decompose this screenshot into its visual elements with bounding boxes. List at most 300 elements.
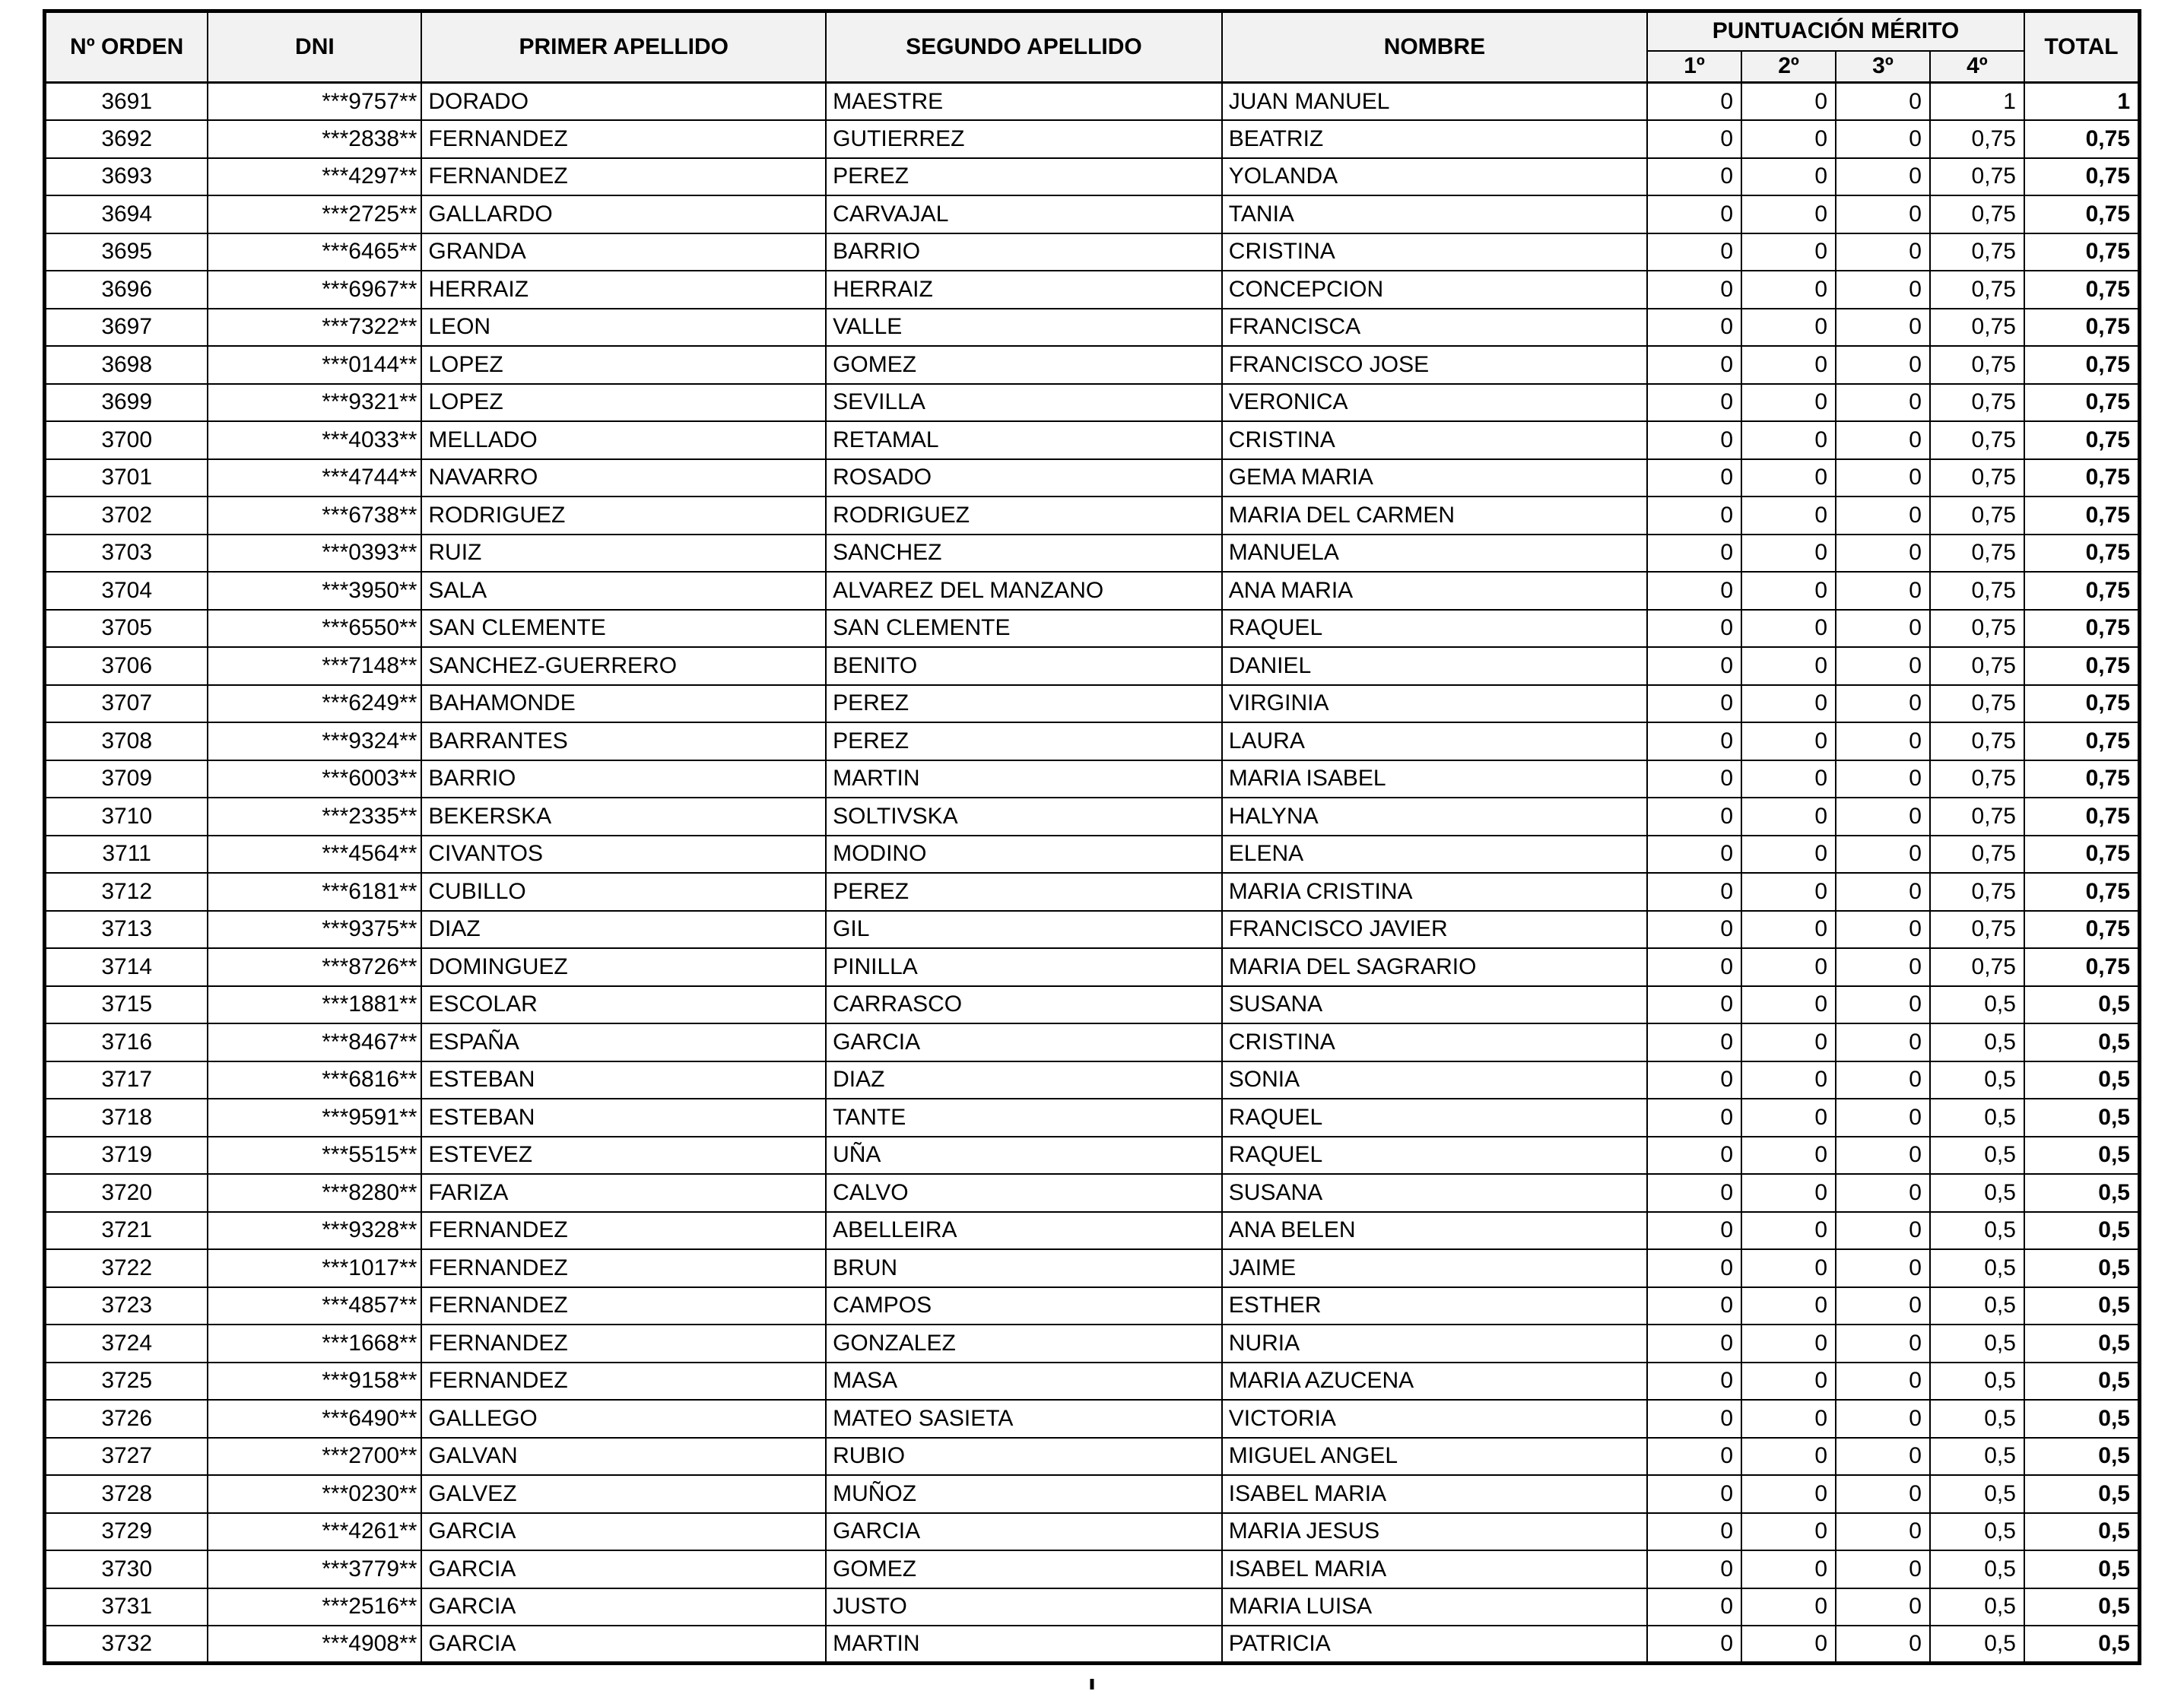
cell-total: 0,75 (2024, 271, 2140, 309)
cell-dni: ***7148** (208, 647, 421, 685)
table-row (45, 1626, 2140, 1664)
cell-merito-4: 0,75 (1930, 535, 2024, 573)
cell-total: 0,75 (2024, 610, 2140, 648)
cell-merito-4: 1 (1930, 83, 2024, 121)
cell-primer-apellido: GALLEGO (421, 1400, 826, 1438)
cell-merito-1: 0 (1647, 421, 1741, 459)
cell-nombre: TANIA (1222, 195, 1647, 233)
cell-merito-4: 0,75 (1930, 346, 2024, 384)
cell-merito-4: 0,5 (1930, 1550, 2024, 1588)
table-row (45, 647, 2140, 685)
cell-primer-apellido: GARCIA (421, 1588, 826, 1626)
cell-orden: 3721 (45, 1212, 208, 1250)
cell-total: 0,75 (2024, 836, 2140, 874)
cell-merito-2: 0 (1741, 1475, 1836, 1513)
cell-merito-3: 0 (1836, 1099, 1930, 1137)
cell-dni: ***8280** (208, 1174, 421, 1212)
cell-segundo-apellido: MARTIN (826, 1626, 1222, 1664)
cell-merito-1: 0 (1647, 1174, 1741, 1212)
cell-merito-4: 0,75 (1930, 873, 2024, 911)
cell-merito-3: 0 (1836, 647, 1930, 685)
cell-nombre: BEATRIZ (1222, 120, 1647, 158)
cell-nombre: VICTORIA (1222, 1400, 1647, 1438)
cell-merito-3: 0 (1836, 1212, 1930, 1250)
cell-merito-2: 0 (1741, 1438, 1836, 1476)
cell-merito-4: 0,75 (1930, 911, 2024, 949)
cell-merito-2: 0 (1741, 535, 1836, 573)
table-row (45, 1400, 2140, 1438)
cell-total: 0,75 (2024, 873, 2140, 911)
table-row (45, 685, 2140, 723)
cell-orden: 3706 (45, 647, 208, 685)
cell-primer-apellido: DORADO (421, 83, 826, 121)
cell-nombre: CRISTINA (1222, 1023, 1647, 1061)
cell-nombre: MANUELA (1222, 535, 1647, 573)
cell-merito-2: 0 (1741, 158, 1836, 196)
cell-nombre: NURIA (1222, 1325, 1647, 1363)
cell-primer-apellido: SALA (421, 572, 826, 610)
cell-merito-4: 0,5 (1930, 1626, 2024, 1664)
cell-dni: ***6738** (208, 497, 421, 535)
table-row (45, 760, 2140, 798)
cell-merito-3: 0 (1836, 986, 1930, 1024)
cell-primer-apellido: BARRANTES (421, 722, 826, 760)
cell-merito-3: 0 (1836, 1550, 1930, 1588)
cell-primer-apellido: ESPAÑA (421, 1023, 826, 1061)
cell-merito-1: 0 (1647, 873, 1741, 911)
cell-total: 0,5 (2024, 1475, 2140, 1513)
cell-merito-4: 0,75 (1930, 233, 2024, 271)
cell-segundo-apellido: ALVAREZ DEL MANZANO (826, 572, 1222, 610)
cell-primer-apellido: SAN CLEMENTE (421, 610, 826, 648)
cell-merito-4: 0,75 (1930, 685, 2024, 723)
page-footer-mark (1090, 1679, 1094, 1689)
cell-total: 0,75 (2024, 309, 2140, 347)
cell-nombre: MARIA AZUCENA (1222, 1363, 1647, 1401)
table-row (45, 1023, 2140, 1061)
cell-total: 0,75 (2024, 120, 2140, 158)
cell-merito-1: 0 (1647, 1513, 1741, 1551)
cell-primer-apellido: ESCOLAR (421, 986, 826, 1024)
cell-primer-apellido: LOPEZ (421, 346, 826, 384)
cell-segundo-apellido: MASA (826, 1363, 1222, 1401)
cell-merito-2: 0 (1741, 1325, 1836, 1363)
table-row (45, 1363, 2140, 1401)
cell-merito-2: 0 (1741, 1400, 1836, 1438)
table-row (45, 497, 2140, 535)
cell-merito-1: 0 (1647, 497, 1741, 535)
cell-merito-2: 0 (1741, 195, 1836, 233)
cell-dni: ***8467** (208, 1023, 421, 1061)
table-row (45, 1588, 2140, 1626)
cell-segundo-apellido: RETAMAL (826, 421, 1222, 459)
cell-merito-3: 0 (1836, 535, 1930, 573)
cell-merito-4: 0,75 (1930, 120, 2024, 158)
table-row (45, 233, 2140, 271)
table-row (45, 1174, 2140, 1212)
cell-merito-2: 0 (1741, 1099, 1836, 1137)
cell-orden: 3698 (45, 346, 208, 384)
cell-nombre: MARIA DEL CARMEN (1222, 497, 1647, 535)
cell-primer-apellido: DIAZ (421, 911, 826, 949)
cell-segundo-apellido: RUBIO (826, 1438, 1222, 1476)
cell-nombre: MARIA CRISTINA (1222, 873, 1647, 911)
cell-primer-apellido: MELLADO (421, 421, 826, 459)
cell-merito-1: 0 (1647, 309, 1741, 347)
cell-merito-3: 0 (1836, 836, 1930, 874)
cell-segundo-apellido: JUSTO (826, 1588, 1222, 1626)
cell-dni: ***6249** (208, 685, 421, 723)
cell-primer-apellido: GARCIA (421, 1550, 826, 1588)
cell-merito-3: 0 (1836, 1061, 1930, 1099)
cell-merito-1: 0 (1647, 346, 1741, 384)
cell-segundo-apellido: BRUN (826, 1249, 1222, 1287)
cell-dni: ***6181** (208, 873, 421, 911)
table-row (45, 1287, 2140, 1325)
cell-segundo-apellido: HERRAIZ (826, 271, 1222, 309)
table-row (45, 836, 2140, 874)
cell-segundo-apellido: GARCIA (826, 1023, 1222, 1061)
header-segundo-apellido: SEGUNDO APELLIDO (826, 11, 1222, 83)
cell-orden: 3727 (45, 1438, 208, 1476)
cell-orden: 3729 (45, 1513, 208, 1551)
cell-merito-2: 0 (1741, 1287, 1836, 1325)
cell-orden: 3704 (45, 572, 208, 610)
cell-total: 0,5 (2024, 1588, 2140, 1626)
cell-merito-1: 0 (1647, 1061, 1741, 1099)
cell-merito-1: 0 (1647, 1099, 1741, 1137)
cell-merito-3: 0 (1836, 685, 1930, 723)
cell-primer-apellido: FERNANDEZ (421, 1325, 826, 1363)
cell-primer-apellido: NAVARRO (421, 459, 826, 497)
cell-merito-1: 0 (1647, 1023, 1741, 1061)
cell-segundo-apellido: RODRIGUEZ (826, 497, 1222, 535)
table-row (45, 459, 2140, 497)
cell-merito-1: 0 (1647, 158, 1741, 196)
cell-dni: ***7322** (208, 309, 421, 347)
cell-merito-3: 0 (1836, 572, 1930, 610)
cell-orden: 3695 (45, 233, 208, 271)
cell-merito-2: 0 (1741, 1023, 1836, 1061)
cell-merito-3: 0 (1836, 1325, 1930, 1363)
cell-nombre: SUSANA (1222, 1174, 1647, 1212)
cell-primer-apellido: BEKERSKA (421, 798, 826, 836)
table-row (45, 271, 2140, 309)
cell-dni: ***6465** (208, 233, 421, 271)
table-row (45, 610, 2140, 648)
cell-merito-2: 0 (1741, 911, 1836, 949)
cell-segundo-apellido: MAESTRE (826, 83, 1222, 121)
cell-total: 0,75 (2024, 233, 2140, 271)
cell-merito-1: 0 (1647, 271, 1741, 309)
cell-orden: 3712 (45, 873, 208, 911)
cell-primer-apellido: ESTEBAN (421, 1061, 826, 1099)
cell-merito-1: 0 (1647, 685, 1741, 723)
cell-dni: ***9375** (208, 911, 421, 949)
cell-nombre: SONIA (1222, 1061, 1647, 1099)
cell-total: 0,5 (2024, 1626, 2140, 1664)
cell-merito-1: 0 (1647, 384, 1741, 422)
cell-orden: 3697 (45, 309, 208, 347)
cell-segundo-apellido: GIL (826, 911, 1222, 949)
cell-orden: 3696 (45, 271, 208, 309)
cell-total: 0,5 (2024, 1249, 2140, 1287)
cell-total: 0,5 (2024, 1550, 2140, 1588)
cell-merito-1: 0 (1647, 1626, 1741, 1664)
cell-segundo-apellido: CARVAJAL (826, 195, 1222, 233)
cell-orden: 3714 (45, 948, 208, 986)
cell-merito-4: 0,5 (1930, 1099, 2024, 1137)
table-row (45, 1550, 2140, 1588)
cell-nombre: CRISTINA (1222, 421, 1647, 459)
cell-segundo-apellido: DIAZ (826, 1061, 1222, 1099)
cell-total: 1 (2024, 83, 2140, 121)
cell-total: 0,5 (2024, 1287, 2140, 1325)
cell-orden: 3707 (45, 685, 208, 723)
cell-merito-1: 0 (1647, 535, 1741, 573)
cell-primer-apellido: CUBILLO (421, 873, 826, 911)
cell-merito-3: 0 (1836, 1023, 1930, 1061)
cell-primer-apellido: FERNANDEZ (421, 1212, 826, 1250)
cell-merito-3: 0 (1836, 233, 1930, 271)
table-row (45, 158, 2140, 196)
cell-segundo-apellido: PINILLA (826, 948, 1222, 986)
cell-total: 0,75 (2024, 685, 2140, 723)
cell-dni: ***4908** (208, 1626, 421, 1664)
cell-merito-1: 0 (1647, 986, 1741, 1024)
cell-orden: 3726 (45, 1400, 208, 1438)
cell-nombre: ANA BELEN (1222, 1212, 1647, 1250)
cell-dni: ***6967** (208, 271, 421, 309)
cell-merito-2: 0 (1741, 271, 1836, 309)
cell-segundo-apellido: SAN CLEMENTE (826, 610, 1222, 648)
cell-primer-apellido: FERNANDEZ (421, 158, 826, 196)
table-row (45, 1438, 2140, 1476)
header-total: TOTAL (2024, 11, 2140, 83)
cell-total: 0,75 (2024, 421, 2140, 459)
cell-merito-3: 0 (1836, 1400, 1930, 1438)
cell-merito-1: 0 (1647, 948, 1741, 986)
cell-merito-4: 0,75 (1930, 497, 2024, 535)
cell-merito-4: 0,75 (1930, 722, 2024, 760)
cell-orden: 3691 (45, 83, 208, 121)
cell-nombre: ELENA (1222, 836, 1647, 874)
cell-orden: 3694 (45, 195, 208, 233)
cell-dni: ***9591** (208, 1099, 421, 1137)
cell-nombre: VIRGINIA (1222, 685, 1647, 723)
cell-merito-4: 0,75 (1930, 384, 2024, 422)
cell-merito-4: 0,5 (1930, 1400, 2024, 1438)
cell-total: 0,5 (2024, 986, 2140, 1024)
cell-orden: 3713 (45, 911, 208, 949)
cell-segundo-apellido: MATEO SASIETA (826, 1400, 1222, 1438)
cell-primer-apellido: FERNANDEZ (421, 1287, 826, 1325)
table-row (45, 1137, 2140, 1175)
cell-nombre: YOLANDA (1222, 158, 1647, 196)
cell-primer-apellido: HERRAIZ (421, 271, 826, 309)
cell-dni: ***1017** (208, 1249, 421, 1287)
cell-nombre: MIGUEL ANGEL (1222, 1438, 1647, 1476)
cell-nombre: GEMA MARIA (1222, 459, 1647, 497)
cell-merito-2: 0 (1741, 1626, 1836, 1664)
cell-segundo-apellido: TANTE (826, 1099, 1222, 1137)
cell-merito-2: 0 (1741, 1249, 1836, 1287)
table-row (45, 911, 2140, 949)
cell-merito-2: 0 (1741, 873, 1836, 911)
cell-total: 0,75 (2024, 647, 2140, 685)
cell-dni: ***0144** (208, 346, 421, 384)
cell-total: 0,5 (2024, 1061, 2140, 1099)
table-row (45, 120, 2140, 158)
cell-orden: 3724 (45, 1325, 208, 1363)
header-orden: Nº ORDEN (45, 11, 208, 83)
table-row (45, 421, 2140, 459)
cell-dni: ***6550** (208, 610, 421, 648)
cell-primer-apellido: ESTEBAN (421, 1099, 826, 1137)
cell-dni: ***4297** (208, 158, 421, 196)
cell-total: 0,75 (2024, 911, 2140, 949)
cell-merito-2: 0 (1741, 1137, 1836, 1175)
cell-total: 0,75 (2024, 948, 2140, 986)
cell-total: 0,5 (2024, 1438, 2140, 1476)
cell-primer-apellido: GALVAN (421, 1438, 826, 1476)
cell-segundo-apellido: GARCIA (826, 1513, 1222, 1551)
table-row (45, 873, 2140, 911)
cell-dni: ***2838** (208, 120, 421, 158)
cell-nombre: ISABEL MARIA (1222, 1475, 1647, 1513)
cell-merito-4: 0,5 (1930, 1174, 2024, 1212)
cell-nombre: FRANCISCA (1222, 309, 1647, 347)
cell-merito-2: 0 (1741, 346, 1836, 384)
cell-merito-1: 0 (1647, 911, 1741, 949)
cell-merito-3: 0 (1836, 120, 1930, 158)
table-row (45, 572, 2140, 610)
cell-merito-3: 0 (1836, 873, 1930, 911)
cell-merito-3: 0 (1836, 1438, 1930, 1476)
cell-primer-apellido: BARRIO (421, 760, 826, 798)
cell-merito-4: 0,75 (1930, 572, 2024, 610)
cell-merito-1: 0 (1647, 1588, 1741, 1626)
cell-merito-2: 0 (1741, 1550, 1836, 1588)
cell-total: 0,75 (2024, 572, 2140, 610)
cell-merito-3: 0 (1836, 798, 1930, 836)
cell-merito-4: 0,75 (1930, 158, 2024, 196)
cell-orden: 3703 (45, 535, 208, 573)
cell-merito-2: 0 (1741, 83, 1836, 121)
cell-merito-3: 0 (1836, 1588, 1930, 1626)
cell-nombre: FRANCISCO JAVIER (1222, 911, 1647, 949)
cell-total: 0,5 (2024, 1400, 2140, 1438)
cell-nombre: MARIA ISABEL (1222, 760, 1647, 798)
cell-primer-apellido: GARCIA (421, 1513, 826, 1551)
cell-orden: 3708 (45, 722, 208, 760)
cell-orden: 3728 (45, 1475, 208, 1513)
cell-nombre: ANA MARIA (1222, 572, 1647, 610)
table-row (45, 1212, 2140, 1250)
cell-merito-4: 0,5 (1930, 1475, 2024, 1513)
cell-merito-3: 0 (1836, 610, 1930, 648)
cell-merito-1: 0 (1647, 760, 1741, 798)
cell-dni: ***2700** (208, 1438, 421, 1476)
cell-merito-4: 0,5 (1930, 1438, 2024, 1476)
cell-merito-3: 0 (1836, 271, 1930, 309)
cell-merito-2: 0 (1741, 760, 1836, 798)
cell-nombre: RAQUEL (1222, 1137, 1647, 1175)
cell-merito-4: 0,75 (1930, 610, 2024, 648)
cell-orden: 3709 (45, 760, 208, 798)
cell-primer-apellido: BAHAMONDE (421, 685, 826, 723)
cell-primer-apellido: RODRIGUEZ (421, 497, 826, 535)
cell-dni: ***4564** (208, 836, 421, 874)
table-row (45, 722, 2140, 760)
cell-nombre: ESTHER (1222, 1287, 1647, 1325)
cell-merito-2: 0 (1741, 722, 1836, 760)
cell-merito-2: 0 (1741, 120, 1836, 158)
cell-dni: ***9324** (208, 722, 421, 760)
cell-primer-apellido: FERNANDEZ (421, 1363, 826, 1401)
cell-nombre: SUSANA (1222, 986, 1647, 1024)
cell-total: 0,75 (2024, 158, 2140, 196)
cell-merito-1: 0 (1647, 1325, 1741, 1363)
cell-total: 0,75 (2024, 346, 2140, 384)
cell-orden: 3731 (45, 1588, 208, 1626)
cell-segundo-apellido: ABELLEIRA (826, 1212, 1222, 1250)
cell-merito-4: 0,5 (1930, 986, 2024, 1024)
cell-nombre: FRANCISCO JOSE (1222, 346, 1647, 384)
cell-merito-3: 0 (1836, 1626, 1930, 1664)
table-row (45, 1475, 2140, 1513)
cell-segundo-apellido: SEVILLA (826, 384, 1222, 422)
cell-merito-4: 0,5 (1930, 1061, 2024, 1099)
cell-merito-3: 0 (1836, 195, 1930, 233)
header-primer-apellido: PRIMER APELLIDO (421, 11, 826, 83)
cell-dni: ***1881** (208, 986, 421, 1024)
cell-merito-4: 0,5 (1930, 1513, 2024, 1551)
cell-merito-1: 0 (1647, 836, 1741, 874)
cell-segundo-apellido: GOMEZ (826, 1550, 1222, 1588)
cell-segundo-apellido: CALVO (826, 1174, 1222, 1212)
cell-merito-4: 0,5 (1930, 1588, 2024, 1626)
cell-merito-1: 0 (1647, 1438, 1741, 1476)
cell-merito-3: 0 (1836, 948, 1930, 986)
cell-total: 0,75 (2024, 459, 2140, 497)
cell-dni: ***4857** (208, 1287, 421, 1325)
cell-total: 0,5 (2024, 1137, 2140, 1175)
cell-orden: 3705 (45, 610, 208, 648)
cell-merito-4: 0,75 (1930, 836, 2024, 874)
cell-orden: 3720 (45, 1174, 208, 1212)
cell-segundo-apellido: PEREZ (826, 158, 1222, 196)
cell-merito-3: 0 (1836, 158, 1930, 196)
cell-merito-3: 0 (1836, 1363, 1930, 1401)
cell-dni: ***6490** (208, 1400, 421, 1438)
cell-nombre: RAQUEL (1222, 610, 1647, 648)
cell-segundo-apellido: BENITO (826, 647, 1222, 685)
cell-total: 0,75 (2024, 722, 2140, 760)
cell-total: 0,5 (2024, 1212, 2140, 1250)
cell-merito-3: 0 (1836, 1287, 1930, 1325)
cell-segundo-apellido: MARTIN (826, 760, 1222, 798)
table-row (45, 535, 2140, 573)
cell-total: 0,75 (2024, 195, 2140, 233)
cell-segundo-apellido: PEREZ (826, 685, 1222, 723)
cell-segundo-apellido: SANCHEZ (826, 535, 1222, 573)
cell-merito-1: 0 (1647, 1249, 1741, 1287)
cell-merito-3: 0 (1836, 1249, 1930, 1287)
cell-dni: ***9158** (208, 1363, 421, 1401)
cell-primer-apellido: RUIZ (421, 535, 826, 573)
cell-merito-3: 0 (1836, 346, 1930, 384)
